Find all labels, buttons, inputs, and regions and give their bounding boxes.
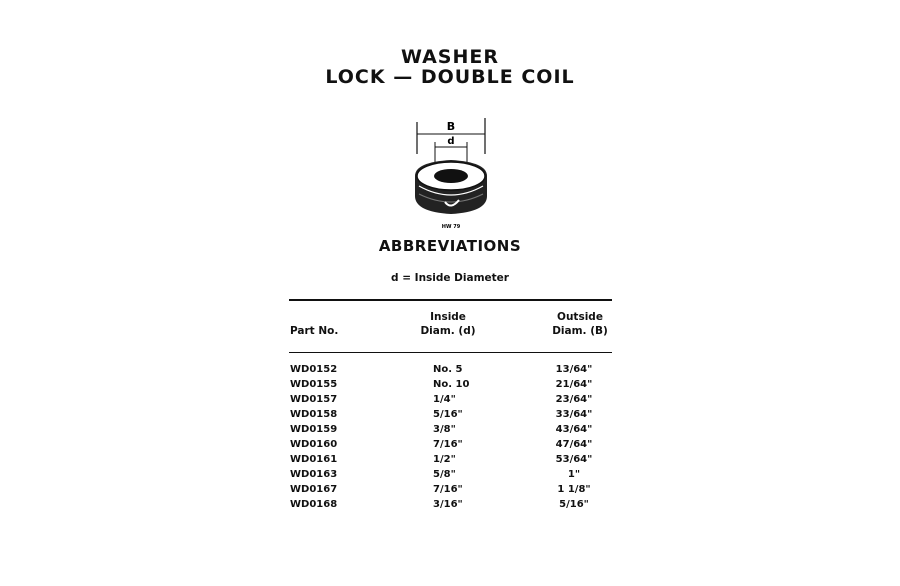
table-row [290, 499, 620, 514]
cell-part-no: WD0168 [290, 499, 338, 510]
header-outside-line2: Diam. (B) [552, 325, 608, 337]
cell-inside-diam: 7/16" [433, 439, 463, 450]
table-row [290, 484, 620, 499]
cell-outside-diam: 43/64" [555, 424, 593, 435]
header-outside-line1: Outside [557, 311, 603, 323]
cell-inside-diam: 7/16" [433, 484, 463, 495]
cell-outside-diam: 1" [567, 469, 581, 480]
cell-inside-diam: 5/8" [433, 469, 456, 480]
table-row [290, 454, 620, 469]
table-row [290, 424, 620, 439]
table-row [290, 379, 620, 394]
cell-inside-diam: No. 10 [433, 379, 470, 390]
cell-inside-diam: No. 5 [433, 364, 463, 375]
header-inside-line1: Inside [430, 311, 466, 323]
title-line-1: WASHER [400, 46, 499, 68]
table-top-rule [289, 299, 612, 301]
cell-part-no: WD0155 [290, 379, 338, 390]
cell-outside-diam: 47/64" [555, 439, 593, 450]
cell-outside-diam: 53/64" [555, 454, 593, 465]
cell-inside-diam: 3/8" [433, 424, 456, 435]
title-line-2: LOCK — DOUBLE COIL [325, 66, 575, 88]
table-row [290, 439, 620, 454]
abbreviations-heading: ABBREVIATIONS [378, 237, 522, 255]
cell-outside-diam: 23/64" [555, 394, 593, 405]
cell-part-no: WD0160 [290, 439, 338, 450]
header-part-no: Part No. [290, 325, 339, 337]
cell-inside-diam: 3/16" [433, 499, 463, 510]
dimension-d-label: d [447, 136, 455, 147]
cell-part-no: WD0159 [290, 424, 338, 435]
cell-outside-diam: 13/64" [555, 364, 593, 375]
cell-part-no: WD0161 [290, 454, 338, 465]
table-row [290, 394, 620, 409]
table-row [290, 469, 620, 484]
figure-caption: HW 79 [441, 224, 461, 230]
header-outside-diam [540, 310, 620, 338]
cell-part-no: WD0157 [290, 394, 338, 405]
cell-part-no: WD0163 [290, 469, 338, 480]
cell-inside-diam: 1/4" [433, 394, 456, 405]
table-row [290, 364, 620, 379]
cell-part-no: WD0167 [290, 484, 338, 495]
cell-outside-diam: 5/16" [559, 499, 589, 510]
abbreviation-definition: d = Inside Diameter [391, 272, 509, 284]
table-row [290, 409, 620, 424]
table-body [290, 364, 620, 514]
table-header-rule [289, 352, 612, 353]
header-inside-diam [408, 310, 488, 338]
header-inside-line2: Diam. (d) [420, 325, 476, 337]
cell-inside-diam: 1/2" [433, 454, 456, 465]
cell-outside-diam: 33/64" [555, 409, 593, 420]
cell-part-no: WD0158 [290, 409, 338, 420]
cell-outside-diam: 1 1/8" [557, 484, 591, 495]
cell-inside-diam: 5/16" [433, 409, 463, 420]
cell-outside-diam: 21/64" [555, 379, 593, 390]
washer-diagram [405, 114, 497, 232]
cell-part-no: WD0152 [290, 364, 338, 375]
dimension-b-label: B [446, 120, 456, 133]
